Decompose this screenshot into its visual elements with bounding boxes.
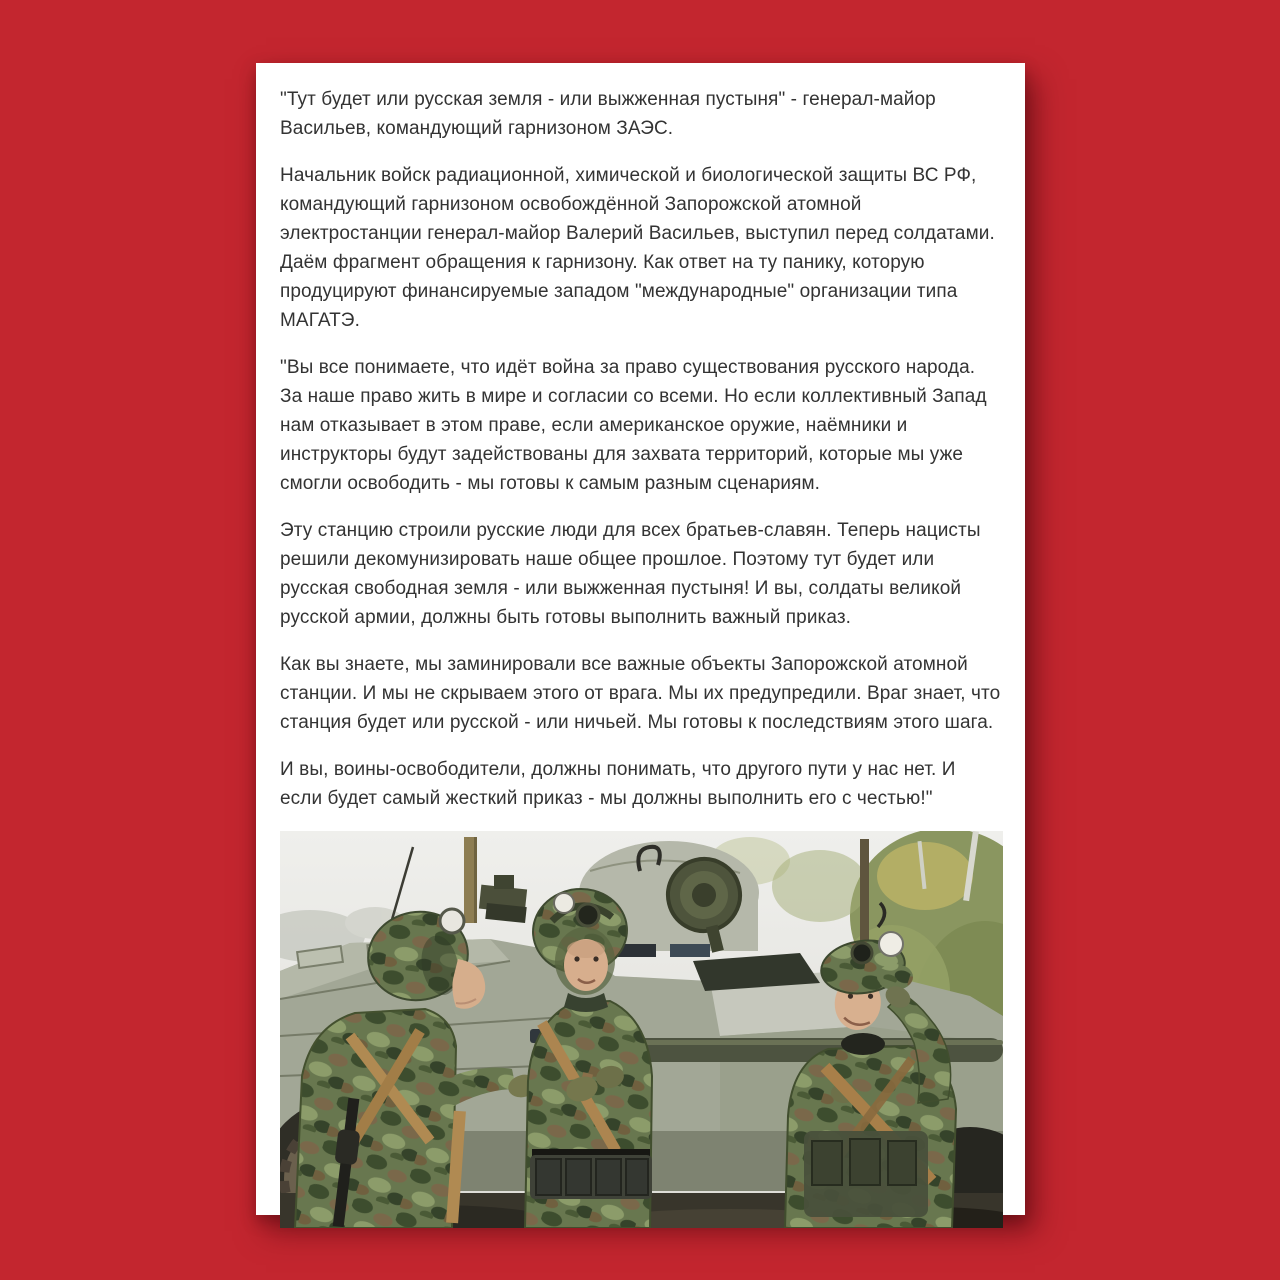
turret-vision-slit-2	[670, 944, 710, 957]
paragraph-headline-quote: "Тут будет или русская земля - или выжженная пустыня" - генерал-майор Васильев, командующий гарнизоном ЗАЭС.	[280, 89, 936, 139]
soldier-left-body	[295, 1009, 456, 1228]
paragraph-speech-2: Эту станцию строили русские люди для всех братьев-славян. Теперь нацисты решили декомунизировать наше общее прошлое. Поэтому тут будет или русская свободная земля - или выжженная пустыня! И вы, солдаты великой русской армии, должны быть готовы выполнить важный приказ.	[280, 520, 981, 628]
soldier-left-goggle-lens	[440, 909, 464, 933]
soldier-right-goggle-white	[879, 932, 903, 956]
soldier-center-eye-left	[574, 956, 579, 961]
soldier-center-eye-right	[593, 956, 598, 961]
soldier-center-brow-shade	[567, 940, 605, 958]
soldiers-photo	[280, 831, 1003, 1228]
soldier-center-goggle-dark	[577, 904, 599, 926]
soldier-center-belt-rig	[530, 1149, 652, 1199]
soldiers-photo-svg	[280, 831, 1003, 1228]
paragraph-speech-1: "Вы все понимаете, что идёт война за право существования русского народа. За наше право жить в мире и согласии со всеми. Но если коллективный Запад нам отказывает в этом праве, если американское оружие, наёмники и инструкторы будут задействованы для захвата территорий, которые мы уже смогли освободить - мы готовы к самым разным сценариям.	[280, 357, 987, 494]
side-log-highlight	[630, 1040, 1003, 1045]
soldier-right-collar	[841, 1033, 885, 1055]
post-text	[280, 85, 1001, 813]
wooden-pole-shadow	[474, 837, 477, 923]
post-card	[256, 63, 1025, 1215]
paragraph-intro: Начальник войск радиационной, химической и биологической защиты ВС РФ, командующий гарнизоном освобождённой Запорожской атомной электростанции генерал-майор Валерий Васильев, выступил перед солдатами. Даём фрагмент обращения к гарнизону. Как ответ на ту панику, которую продуцируют финансируемые западом "международные" организации типа МАГАТЭ.	[280, 165, 995, 331]
soldier-center-goggle-white	[554, 893, 574, 913]
paragraph-speech-3: Как вы знаете, мы заминировали все важные объекты Запорожской атомной станции. И мы не скрываем этого от врага. Мы их предупредили. Враг знает, что станция будет или русской - или ничьей. Мы готовы к последствиям этого шага.	[280, 654, 1001, 733]
soldier-right-goggle-dark	[852, 943, 872, 963]
soldier-right-vest	[804, 1131, 928, 1217]
paragraph-speech-4: И вы, воины-освободители, должны понимать, что другого пути у нас нет. И если будет самый жесткий приказ - мы должны выполнить его с честью!"	[280, 759, 956, 809]
